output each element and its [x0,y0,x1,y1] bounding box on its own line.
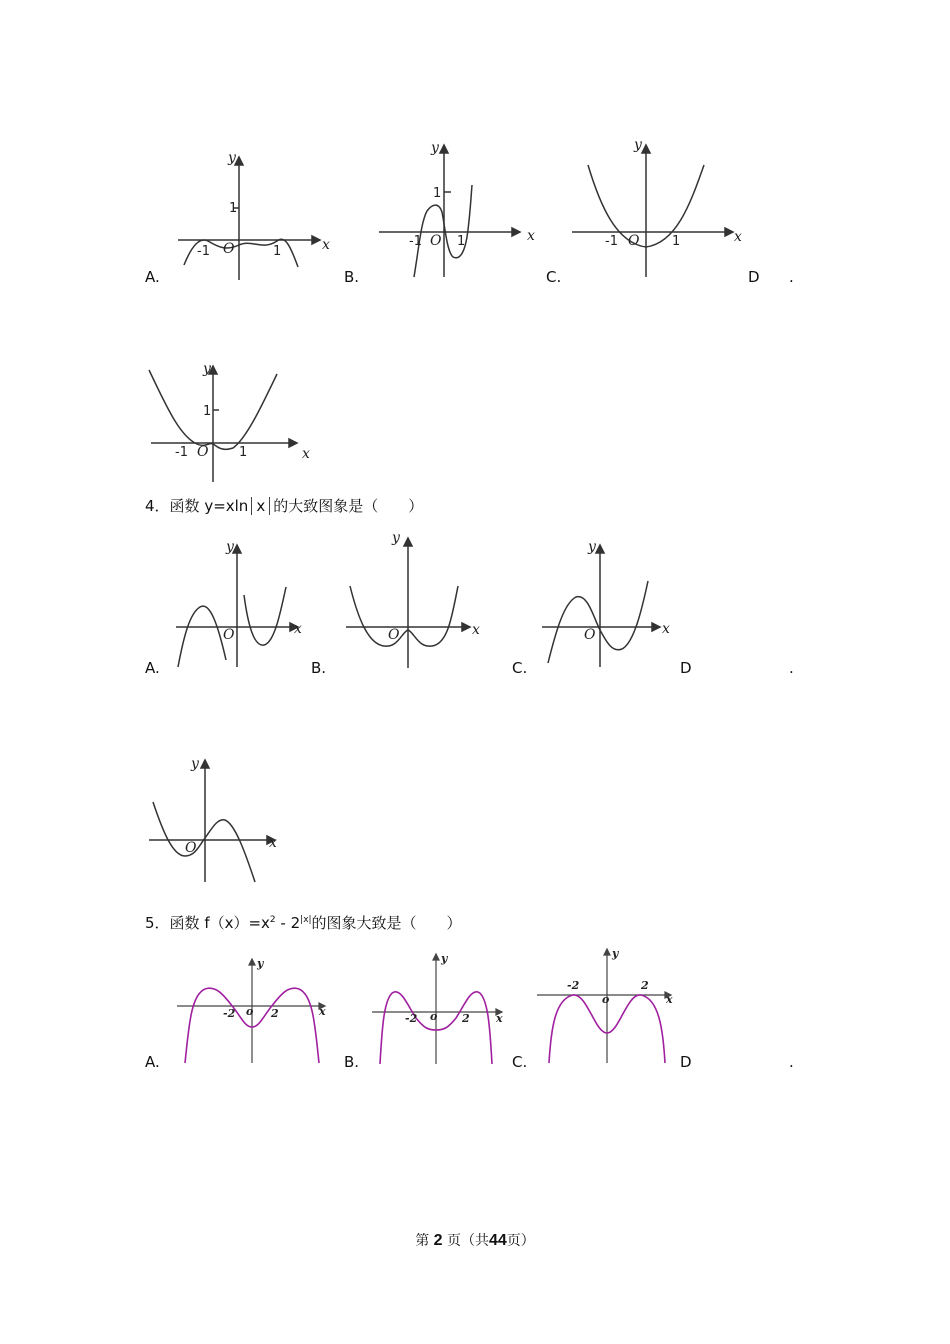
q5a-two-label: 2 [271,1007,279,1020]
q3-option-d-dot: . [789,268,794,286]
q5-text-after: 的图象大致是（ ） [311,914,462,932]
q4a-x-label: x [294,621,302,637]
footer-suffix: 页） [506,1233,535,1249]
q4b-y-label: y [392,530,400,546]
footer-page-number: 2 [433,1232,443,1249]
q3b-x-label: x [527,228,535,244]
q3-graph-b [375,137,545,282]
q4-option-d-label[interactable]: D [680,659,692,677]
footer-mid: 页（共 [447,1233,489,1249]
q3a-origin-label: O [223,241,235,257]
q3a-x-label: x [322,237,330,253]
q4-option-d-dot: . [789,659,794,677]
q4-graph-c [538,535,678,670]
q4b-x-label: x [472,622,480,638]
q5-stem [145,912,462,933]
q3d-x-label: x [302,446,310,462]
q4-graph-d [145,752,285,887]
q5-graph-a [175,955,335,1067]
q3d-origin-label: O [197,444,209,460]
q5a-x-label: x [319,1005,326,1018]
q5b-two-label: 2 [462,1012,470,1025]
q3c-x-label: x [734,229,742,245]
q5-option-b-label[interactable]: B. [344,1053,360,1071]
q5c-x-label: x [666,993,673,1006]
q3-graph-a [170,145,340,285]
q5c-neg-two-label: -2 [567,979,580,992]
q4-abs-var: x [251,497,270,515]
q5-option-a-label[interactable]: A. [145,1053,160,1071]
q5-graph-b [370,950,510,1067]
q3c-neg-one-label: -1 [605,234,618,249]
q3-graph-c [568,135,748,280]
q5a-origin-label: o [246,1005,254,1018]
q3a-y-label: y [228,150,236,166]
q4c-x-label: x [662,621,670,637]
q4d-origin-label: O [185,840,197,856]
q5a-neg-two-label: -2 [223,1007,236,1020]
q3b-neg-one-label: -1 [409,234,422,249]
q5-exp-2: 2 [269,915,276,925]
q5b-neg-two-label: -2 [405,1012,418,1025]
q5b-origin-label: o [430,1010,438,1023]
q3a-one-x-label: 1 [273,244,282,259]
q3-option-d-label[interactable]: D [748,268,760,286]
q4-graph-b [340,528,490,670]
q4-stem [145,495,423,516]
q3d-y-label: y [203,361,211,377]
q3c-one-x-label: 1 [672,234,681,249]
q5-option-c-label[interactable]: C. [512,1053,528,1071]
q3a-one-label: 1 [229,201,238,216]
q3a-neg-one-label: -1 [197,244,210,259]
q5-text-before: 函数 f（x）=x [169,914,270,932]
q5c-y-label: y [612,947,619,960]
q5-number: 5． [145,914,170,932]
q4b-origin-label: O [388,627,400,643]
q4-graph-a [170,535,310,670]
q3c-y-label: y [634,137,642,153]
q4-option-c-label[interactable]: C. [512,659,528,677]
q3d-one-x-label: 1 [239,445,248,460]
q4c-origin-label: O [584,627,596,643]
q3-option-a-label[interactable]: A. [145,268,160,286]
q4-option-b-label[interactable]: B. [311,659,327,677]
q3d-neg-one-label: -1 [175,445,188,460]
q4c-y-label: y [588,539,596,555]
q5b-x-label: x [496,1012,503,1025]
q3b-y-label: y [431,140,439,156]
q4-number: 4． [145,497,170,515]
q3b-origin-label: O [430,233,442,249]
q5a-y-label: y [257,957,264,970]
q5c-origin-label: o [602,993,610,1006]
q3b-one-x-label: 1 [457,234,466,249]
q4-text-after: 的大致图象是（ ） [273,497,424,515]
q5b-y-label: y [441,952,448,965]
q3d-one-label: 1 [203,404,212,419]
q5-option-d-label[interactable]: D [680,1053,692,1071]
footer-total-pages: 44 [489,1232,507,1249]
q4-text-before: 函数 y=xln [169,497,249,515]
q3-option-c-label[interactable]: C. [546,268,562,286]
q4d-x-label: x [269,835,277,851]
q4-option-a-label[interactable]: A. [145,659,160,677]
page-footer [0,1230,950,1250]
q5-option-d-dot: . [789,1053,794,1071]
q3b-one-label: 1 [433,186,442,201]
q5-minus: - 2 [275,914,301,932]
q5-exp-absx: |x| [300,915,312,925]
q5c-two-label: 2 [641,979,649,992]
q4a-origin-label: O [223,627,235,643]
q3c-origin-label: O [628,233,640,249]
q3-graph-d [145,358,325,486]
q4d-y-label: y [191,756,199,772]
q4a-y-label: y [226,539,234,555]
footer-prefix: 第 [415,1233,430,1249]
q3-option-b-label[interactable]: B. [344,268,360,286]
q5-graph-c [535,945,680,1067]
